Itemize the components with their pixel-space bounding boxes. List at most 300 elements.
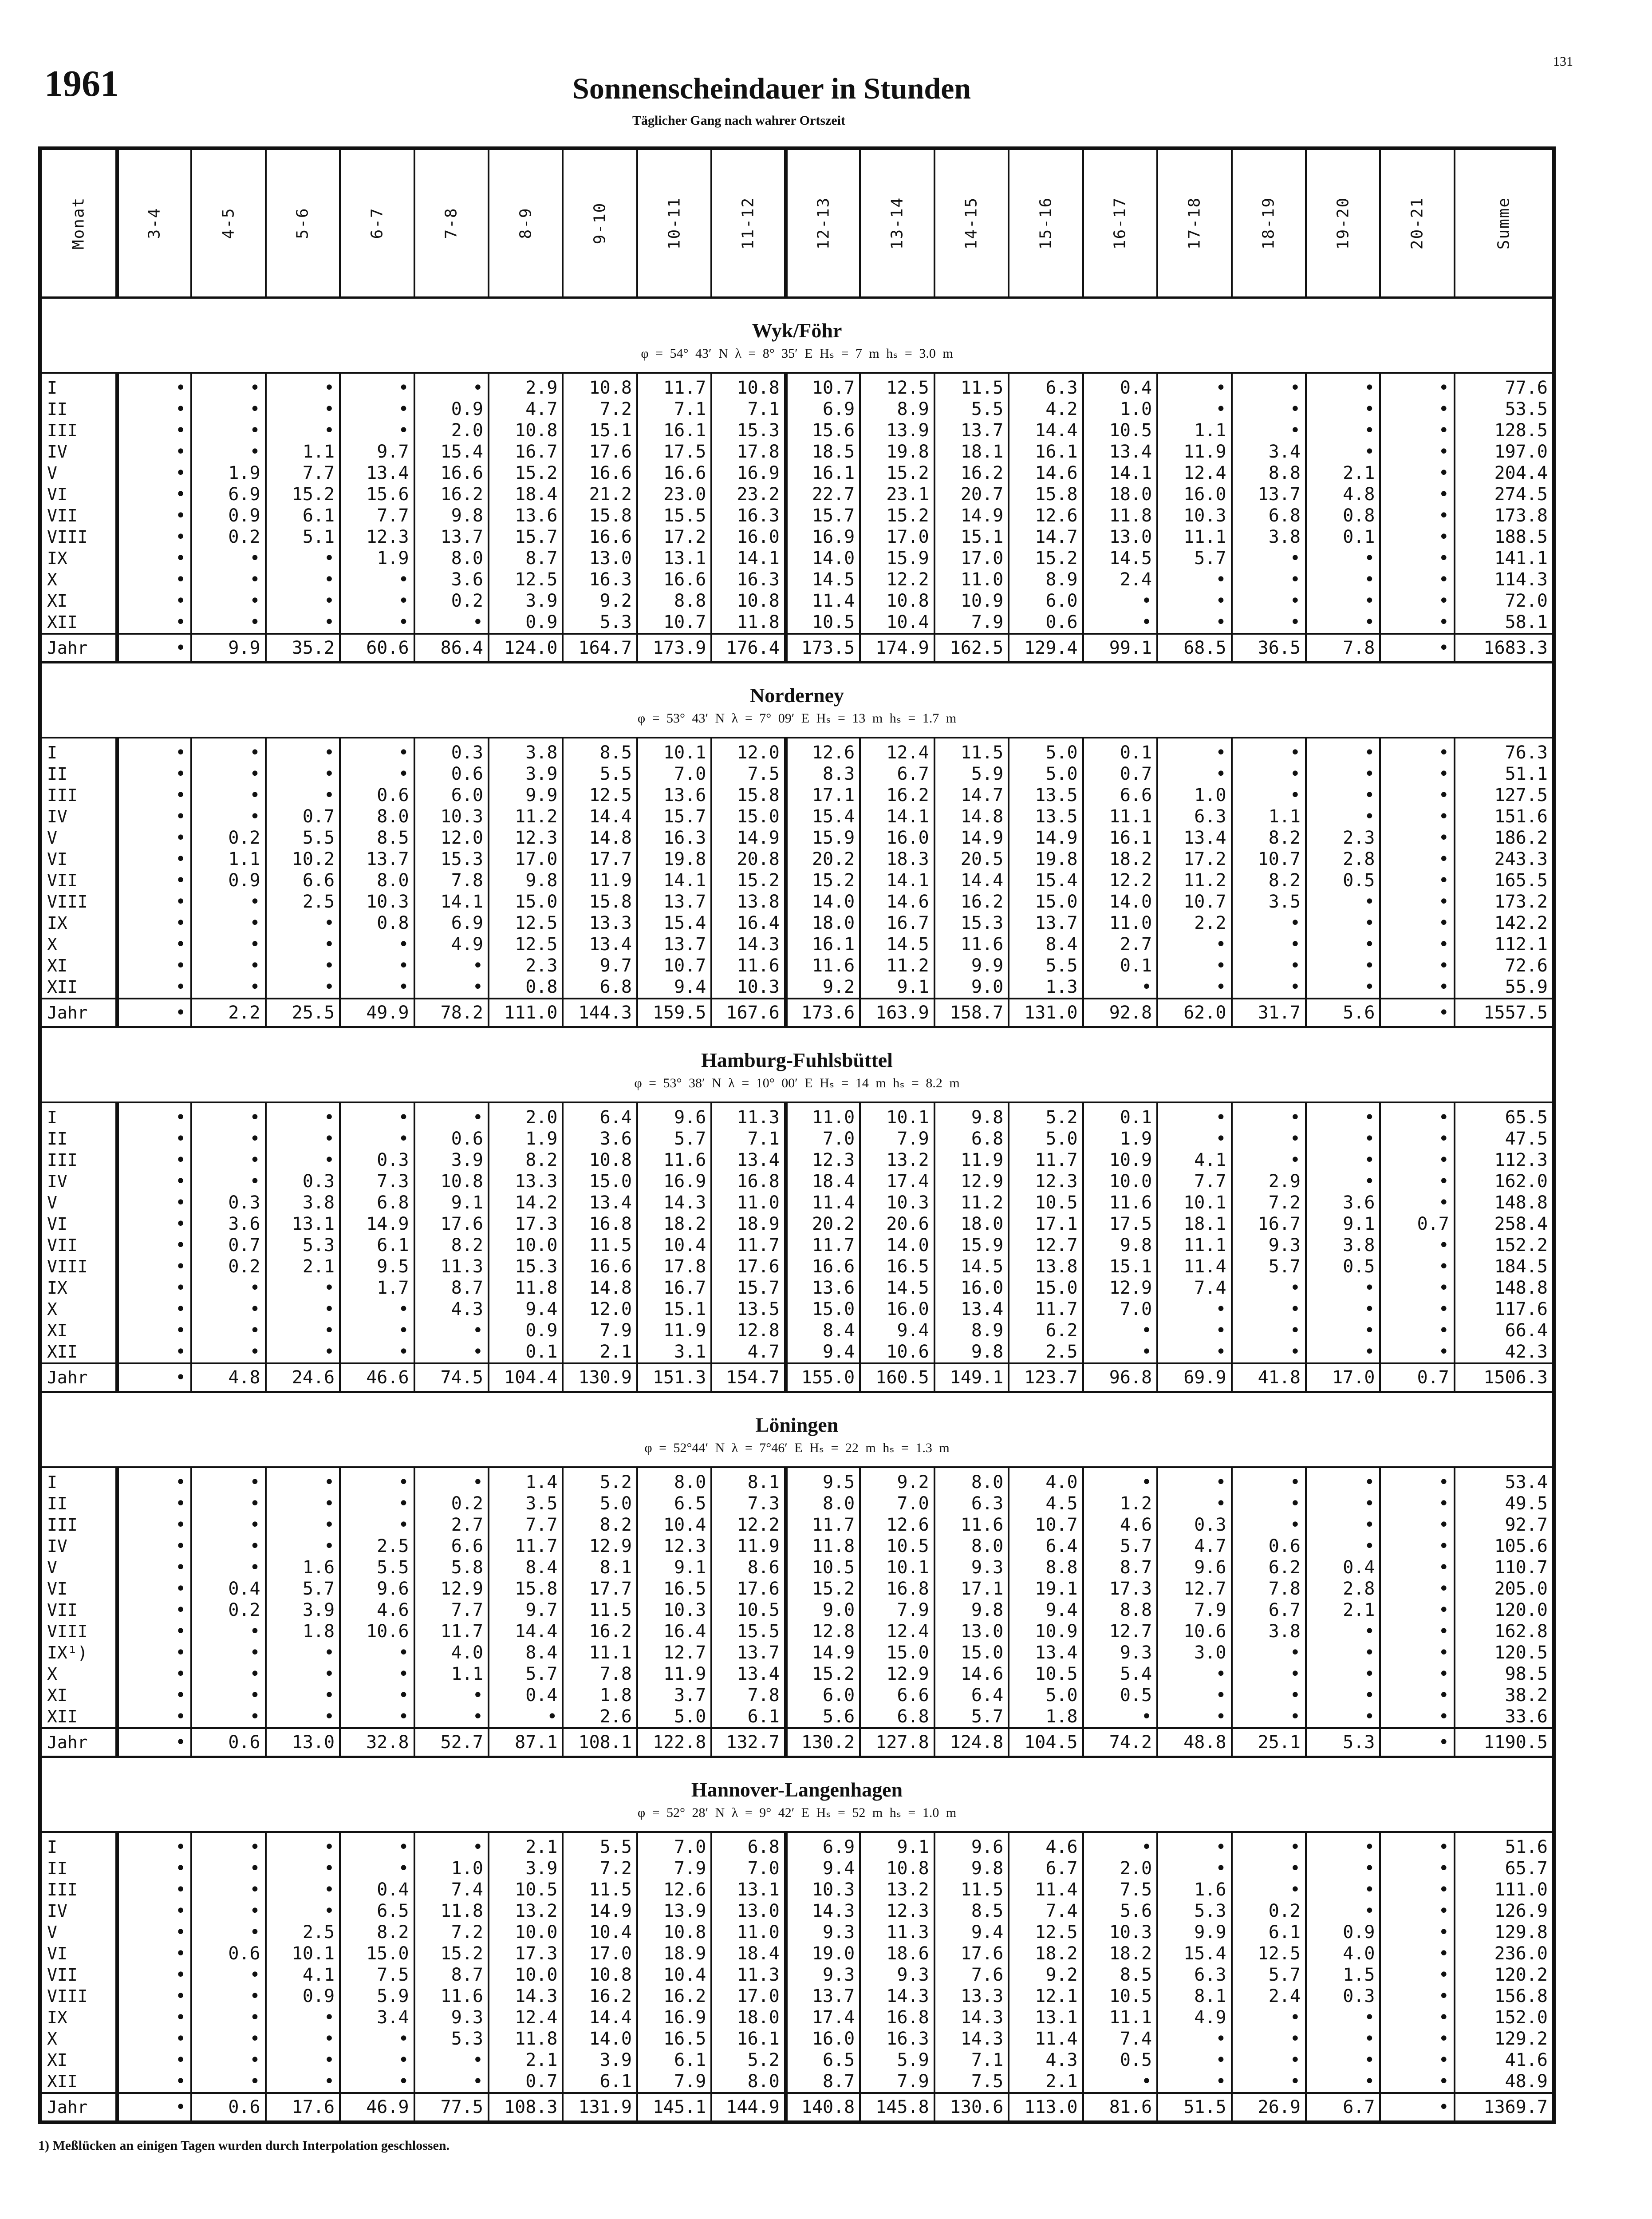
value-cell: • — [340, 934, 414, 955]
value-cell: • — [1380, 891, 1454, 912]
value-cell: • — [1380, 1663, 1454, 1685]
value-cell: 13.1 — [266, 1213, 340, 1235]
value-cell: 2.1 — [1306, 462, 1380, 484]
table-row — [40, 785, 1554, 806]
value-cell: • — [1380, 484, 1454, 505]
value-cell: 2.1 — [266, 1256, 340, 1277]
sum-cell: 162.8 — [1494, 1621, 1548, 1642]
value-cell: 3.6 — [563, 1128, 637, 1149]
value-cell: • — [1232, 1320, 1306, 1341]
value-cell: 12.7 — [1009, 1235, 1083, 1256]
year-total-row — [40, 999, 1554, 1027]
value-cell: 3.6 — [414, 569, 489, 590]
month-label: VI — [40, 484, 117, 505]
value-cell: 11.6 — [637, 1149, 711, 1171]
value-cell: 7.3 — [711, 1493, 785, 1514]
value-cell: • — [1306, 934, 1380, 955]
sum-cell: 236.0 — [1494, 1943, 1548, 1964]
value-cell: 13.7 — [340, 849, 414, 870]
value-cell: • — [1380, 2049, 1454, 2071]
value-cell: • — [266, 1879, 340, 1900]
value-cell: 15.0 — [1009, 891, 1083, 912]
value-cell: 11.3 — [711, 1964, 785, 1986]
value-cell: 12.6 — [860, 1514, 934, 1536]
table-row — [40, 462, 1554, 484]
value-cell: • — [1157, 1341, 1231, 1363]
value-cell: 3.9 — [414, 1149, 489, 1171]
value-cell: 1.3 — [1009, 976, 1083, 999]
value-cell: 11.7 — [489, 1536, 563, 1557]
table-row — [40, 612, 1554, 634]
value-cell: 132.7 — [711, 1728, 785, 1757]
value-cell: • — [1157, 2049, 1231, 2071]
value-cell: 11.5 — [934, 373, 1009, 399]
value-cell: 7.5 — [711, 763, 785, 785]
value-cell: 8.6 — [711, 1557, 785, 1578]
value-cell: • — [266, 1493, 340, 1514]
value-cell: 13.3 — [489, 1171, 563, 1192]
value-cell: 3.5 — [489, 1493, 563, 1514]
sum-cell: 127.5 — [1494, 785, 1548, 805]
value-cell: 9.8 — [934, 1341, 1009, 1363]
value-cell: 18.9 — [711, 1213, 785, 1235]
value-cell: • — [1380, 634, 1454, 663]
value-cell: 0.9 — [1306, 1922, 1380, 1943]
value-cell: 2.7 — [1083, 934, 1157, 955]
value-cell: 11.8 — [414, 1900, 489, 1922]
value-cell: • — [117, 1256, 191, 1277]
sum-cell: 186.2 — [1494, 828, 1548, 848]
value-cell: 15.4 — [637, 912, 711, 934]
value-cell: 12.5 — [860, 373, 934, 399]
value-cell: 8.9 — [934, 1320, 1009, 1341]
month-label: II — [40, 1493, 117, 1514]
value-cell: 9.6 — [934, 1832, 1009, 1858]
value-cell: • — [117, 1536, 191, 1557]
value-cell: 9.9 — [934, 955, 1009, 976]
value-cell: 7.1 — [711, 1128, 785, 1149]
value-cell: • — [1232, 612, 1306, 634]
value-cell: 174.9 — [860, 634, 934, 663]
value-cell: 6.8 — [711, 1832, 785, 1858]
value-cell: 10.9 — [1083, 1149, 1157, 1171]
value-cell: 12.9 — [1083, 1277, 1157, 1299]
value-cell: • — [1306, 955, 1380, 976]
value-cell: 7.9 — [934, 612, 1009, 634]
value-cell: • — [1157, 1493, 1231, 1514]
value-cell: • — [266, 590, 340, 612]
value-cell: • — [1232, 785, 1306, 806]
value-cell: 2.1 — [1009, 2071, 1083, 2093]
value-cell: 15.6 — [340, 484, 414, 505]
value-cell: 13.5 — [1009, 806, 1083, 827]
value-cell: • — [117, 1832, 191, 1858]
value-cell: 9.2 — [786, 976, 860, 999]
value-cell: 127.8 — [860, 1728, 934, 1757]
value-cell: 16.2 — [563, 1986, 637, 2007]
value-cell: • — [1232, 590, 1306, 612]
value-cell: 15.9 — [934, 1235, 1009, 1256]
value-cell: • — [191, 1149, 265, 1171]
value-cell: 14.0 — [1083, 891, 1157, 912]
value-cell: 41.8 — [1232, 1363, 1306, 1392]
value-cell: 144.3 — [563, 999, 637, 1027]
value-cell: • — [1083, 590, 1157, 612]
value-cell: • — [117, 785, 191, 806]
value-cell: 2.2 — [191, 999, 265, 1027]
value-cell: 11.5 — [563, 1235, 637, 1256]
value-cell: • — [266, 1102, 340, 1128]
value-cell: • — [117, 738, 191, 763]
value-cell: 14.3 — [934, 2007, 1009, 2028]
month-label: Jahr — [40, 999, 117, 1027]
value-cell: 2.4 — [1232, 1986, 1306, 2007]
value-cell: 14.3 — [934, 2028, 1009, 2049]
value-cell: 8.2 — [489, 1149, 563, 1171]
value-cell: • — [1306, 548, 1380, 569]
value-cell: • — [117, 1341, 191, 1363]
value-cell: 13.7 — [934, 420, 1009, 441]
month-label: VIII — [40, 526, 117, 548]
value-cell: 10.1 — [266, 1943, 340, 1964]
year-total-row — [40, 1728, 1554, 1757]
value-cell: • — [117, 1467, 191, 1493]
value-cell: 5.3 — [1157, 1900, 1231, 1922]
value-cell: 14.1 — [414, 891, 489, 912]
value-cell: • — [1380, 738, 1454, 763]
sum-cell: 58.1 — [1505, 612, 1548, 632]
sum-cell: 173.8 — [1494, 505, 1548, 526]
value-cell: • — [340, 2049, 414, 2071]
value-cell: • — [414, 1685, 489, 1706]
value-cell: 5.5 — [340, 1557, 414, 1578]
sum-cell: 128.5 — [1494, 420, 1548, 441]
value-cell: • — [1380, 1621, 1454, 1642]
value-cell: • — [1306, 1858, 1380, 1879]
value-cell: 1.1 — [266, 441, 340, 462]
value-cell: 8.0 — [414, 548, 489, 569]
value-cell: 14.6 — [1009, 462, 1083, 484]
value-cell: • — [191, 934, 265, 955]
value-cell: 16.3 — [563, 569, 637, 590]
value-cell: 17.1 — [786, 785, 860, 806]
value-cell: • — [1306, 1642, 1380, 1663]
station-name: Hamburg-Fuhlsbüttel — [701, 1048, 893, 1071]
sum-cell: 51.1 — [1505, 764, 1548, 784]
value-cell: 11.8 — [489, 1277, 563, 1299]
value-cell: • — [266, 2049, 340, 2071]
value-cell: 0.2 — [1232, 1900, 1306, 1922]
value-cell: 18.1 — [934, 441, 1009, 462]
value-cell: 13.4 — [563, 1192, 637, 1213]
value-cell: • — [191, 1128, 265, 1149]
value-cell: 9.4 — [637, 976, 711, 999]
value-cell: 6.6 — [414, 1536, 489, 1557]
value-cell: 5.9 — [934, 763, 1009, 785]
sum-cell: 258.4 — [1494, 1214, 1548, 1234]
value-cell: • — [1306, 420, 1380, 441]
value-cell: 12.0 — [563, 1299, 637, 1320]
value-cell: • — [117, 1493, 191, 1514]
value-cell: • — [1232, 1467, 1306, 1493]
value-cell: • — [117, 955, 191, 976]
value-cell: • — [266, 548, 340, 569]
value-cell: 124.8 — [934, 1728, 1009, 1757]
value-cell: 18.6 — [860, 1943, 934, 1964]
value-cell: 12.3 — [340, 526, 414, 548]
value-cell: • — [1380, 1341, 1454, 1363]
value-cell: 14.4 — [489, 1621, 563, 1642]
value-cell: 32.8 — [340, 1728, 414, 1757]
table-row — [40, 955, 1554, 976]
value-cell: • — [191, 912, 265, 934]
value-cell: 6.9 — [191, 484, 265, 505]
value-cell: 9.8 — [414, 505, 489, 526]
value-cell: 18.9 — [637, 1943, 711, 1964]
value-cell: 2.4 — [1083, 569, 1157, 590]
value-cell: 6.5 — [786, 2049, 860, 2071]
value-cell: 8.7 — [786, 2071, 860, 2093]
value-cell: • — [191, 1964, 265, 1986]
year-total-row — [40, 1363, 1554, 1392]
sum-cell: 112.3 — [1494, 1150, 1548, 1170]
sum-cell: 129.2 — [1494, 2029, 1548, 2049]
value-cell: 15.0 — [860, 1642, 934, 1663]
value-cell: 3.9 — [489, 590, 563, 612]
value-cell: • — [1157, 569, 1231, 590]
value-cell: 3.8 — [266, 1192, 340, 1213]
value-cell: • — [117, 526, 191, 548]
value-cell: • — [1380, 1299, 1454, 1320]
value-cell: 0.7 — [1380, 1213, 1454, 1235]
value-cell: 2.1 — [1306, 1599, 1380, 1621]
value-cell: • — [117, 441, 191, 462]
value-cell: 0.3 — [1306, 1986, 1380, 2007]
year-total-row — [40, 2093, 1554, 2122]
value-cell: • — [191, 441, 265, 462]
value-cell: • — [1380, 1858, 1454, 1879]
table-row — [40, 2071, 1554, 2093]
value-cell: 3.9 — [489, 1858, 563, 1879]
value-cell: • — [266, 1128, 340, 1149]
sum-cell: 53.4 — [1505, 1472, 1548, 1492]
value-cell: • — [266, 569, 340, 590]
sum-cell: 65.5 — [1505, 1107, 1548, 1128]
value-cell: 18.2 — [1083, 849, 1157, 870]
value-cell: 36.5 — [1232, 634, 1306, 663]
value-cell: 11.9 — [711, 1536, 785, 1557]
month-label: XI — [40, 1320, 117, 1341]
value-cell: 14.4 — [563, 2007, 637, 2028]
value-cell: 11.7 — [414, 1621, 489, 1642]
value-cell: • — [1380, 1986, 1454, 2007]
page-number: 131 — [1553, 54, 1573, 69]
value-cell: • — [1380, 2028, 1454, 2049]
value-cell: • — [1232, 2007, 1306, 2028]
value-cell: • — [191, 1557, 265, 1578]
value-cell: 8.7 — [414, 1964, 489, 1986]
value-cell: 5.7 — [1232, 1964, 1306, 1986]
value-cell: 17.0 — [860, 526, 934, 548]
value-cell: • — [1306, 806, 1380, 827]
value-cell: 108.3 — [489, 2093, 563, 2122]
value-cell: 18.0 — [711, 2007, 785, 2028]
value-cell: 18.2 — [1083, 1943, 1157, 1964]
header-row — [40, 148, 1554, 298]
value-cell: 159.5 — [637, 999, 711, 1027]
value-cell: 7.8 — [711, 1685, 785, 1706]
value-cell: 17.7 — [563, 1578, 637, 1599]
value-cell: 16.5 — [637, 2028, 711, 2049]
value-cell: 7.2 — [414, 1922, 489, 1943]
value-cell: 140.8 — [786, 2093, 860, 2122]
value-cell: 8.3 — [786, 763, 860, 785]
value-cell: 15.2 — [414, 1943, 489, 1964]
sum-cell: 33.6 — [1505, 1706, 1548, 1727]
sum-cell: 205.0 — [1494, 1579, 1548, 1599]
value-cell: 19.1 — [1009, 1578, 1083, 1599]
value-cell: • — [117, 373, 191, 399]
value-cell: 17.8 — [637, 1256, 711, 1277]
value-cell: 11.6 — [1083, 1192, 1157, 1213]
value-cell: 15.8 — [711, 785, 785, 806]
value-cell: 11.1 — [1157, 526, 1231, 548]
hour-column-header: 15-16 — [1009, 148, 1083, 298]
table-row — [40, 870, 1554, 891]
sum-cell: 72.0 — [1505, 591, 1548, 611]
value-cell: 11.7 — [1009, 1149, 1083, 1171]
table-row — [40, 420, 1554, 441]
value-cell: 6.3 — [1157, 1964, 1231, 1986]
value-cell: 14.0 — [563, 2028, 637, 2049]
value-cell: 12.6 — [786, 738, 860, 763]
value-cell: 14.1 — [860, 870, 934, 891]
value-cell: 13.7 — [1232, 484, 1306, 505]
value-cell: 104.5 — [1009, 1728, 1083, 1757]
value-cell: • — [117, 1514, 191, 1536]
value-cell: 16.6 — [563, 526, 637, 548]
value-cell: • — [1157, 1832, 1231, 1858]
value-cell: 11.9 — [637, 1663, 711, 1685]
value-cell: 15.8 — [563, 505, 637, 526]
value-cell: 16.0 — [711, 526, 785, 548]
value-cell: • — [117, 849, 191, 870]
station-coordinates: φ = 53° 43′ N λ = 7° 09′ E Hₛ = 13 m hₛ = 1.7 m — [637, 711, 957, 726]
month-label: X — [40, 2028, 117, 2049]
value-cell: 20.2 — [786, 1213, 860, 1235]
month-label: IX — [40, 912, 117, 934]
value-cell: • — [1157, 763, 1231, 785]
value-cell: 0.5 — [1306, 1256, 1380, 1277]
month-label: X — [40, 1663, 117, 1685]
sum-cell: 38.2 — [1505, 1685, 1548, 1706]
value-cell: 10.5 — [786, 1557, 860, 1578]
value-cell: • — [117, 634, 191, 663]
month-label: I — [40, 738, 117, 763]
value-cell: • — [117, 999, 191, 1027]
value-cell: 14.9 — [934, 505, 1009, 526]
value-cell: 0.6 — [191, 2093, 265, 2122]
value-cell: • — [117, 1986, 191, 2007]
value-cell: • — [1232, 738, 1306, 763]
table-row — [40, 1213, 1554, 1235]
table-row — [40, 1964, 1554, 1986]
value-cell: 0.4 — [1306, 1557, 1380, 1578]
value-cell: • — [340, 955, 414, 976]
value-cell: • — [117, 399, 191, 420]
value-cell: 12.9 — [860, 1663, 934, 1685]
value-cell: 20.5 — [934, 849, 1009, 870]
value-cell: • — [1380, 1706, 1454, 1728]
table-row — [40, 2028, 1554, 2049]
sum-cell: 1369.7 — [1455, 2093, 1554, 2122]
value-cell: 16.6 — [563, 1256, 637, 1277]
value-cell: • — [1157, 1299, 1231, 1320]
value-cell: • — [1306, 738, 1380, 763]
sum-cell: 120.0 — [1494, 1600, 1548, 1620]
value-cell: 6.8 — [860, 1706, 934, 1728]
value-cell: • — [266, 612, 340, 634]
value-cell: 15.2 — [711, 870, 785, 891]
value-cell: • — [1306, 1341, 1380, 1363]
value-cell: 69.9 — [1157, 1363, 1231, 1392]
value-cell: 145.1 — [637, 2093, 711, 2122]
sum-cell: 152.2 — [1494, 1235, 1548, 1256]
station-coordinates: φ = 53° 38′ N λ = 10° 00′ E Hₛ = 14 m hₛ = 8.2 m — [634, 1075, 960, 1090]
value-cell: 8.0 — [934, 1467, 1009, 1493]
value-cell: • — [1083, 976, 1157, 999]
value-cell: 8.5 — [340, 827, 414, 849]
value-cell: 14.2 — [489, 1192, 563, 1213]
table-row — [40, 1879, 1554, 1900]
value-cell: • — [117, 827, 191, 849]
value-cell: • — [266, 785, 340, 806]
sunshine-table — [38, 146, 1556, 2124]
value-cell: 11.5 — [934, 1879, 1009, 1900]
table-row — [40, 1102, 1554, 1128]
value-cell: 13.9 — [860, 420, 934, 441]
table-row — [40, 1235, 1554, 1256]
value-cell: 0.2 — [414, 590, 489, 612]
value-cell: 13.4 — [1157, 827, 1231, 849]
value-cell: 9.8 — [1083, 1235, 1157, 1256]
value-cell: 15.7 — [711, 1277, 785, 1299]
value-cell: • — [1380, 399, 1454, 420]
value-cell: 14.4 — [563, 806, 637, 827]
value-cell: • — [266, 373, 340, 399]
value-cell: 13.0 — [711, 1900, 785, 1922]
value-cell: 16.0 — [934, 1277, 1009, 1299]
value-cell: 9.4 — [489, 1299, 563, 1320]
value-cell: 11.6 — [711, 955, 785, 976]
value-cell: 92.8 — [1083, 999, 1157, 1027]
value-cell: • — [1380, 763, 1454, 785]
value-cell: 6.4 — [563, 1102, 637, 1128]
value-cell: • — [1380, 1256, 1454, 1277]
value-cell: 8.9 — [1009, 569, 1083, 590]
station-name: Wyk/Föhr — [752, 319, 842, 342]
value-cell: • — [191, 2007, 265, 2028]
value-cell: • — [340, 1858, 414, 1879]
table-row — [40, 590, 1554, 612]
value-cell: 16.2 — [934, 891, 1009, 912]
value-cell: 7.9 — [860, 1599, 934, 1621]
value-cell: 10.8 — [711, 590, 785, 612]
hour-column-header: 13-14 — [860, 148, 934, 298]
value-cell: 8.5 — [563, 738, 637, 763]
value-cell: • — [191, 612, 265, 634]
value-cell: • — [414, 1102, 489, 1128]
